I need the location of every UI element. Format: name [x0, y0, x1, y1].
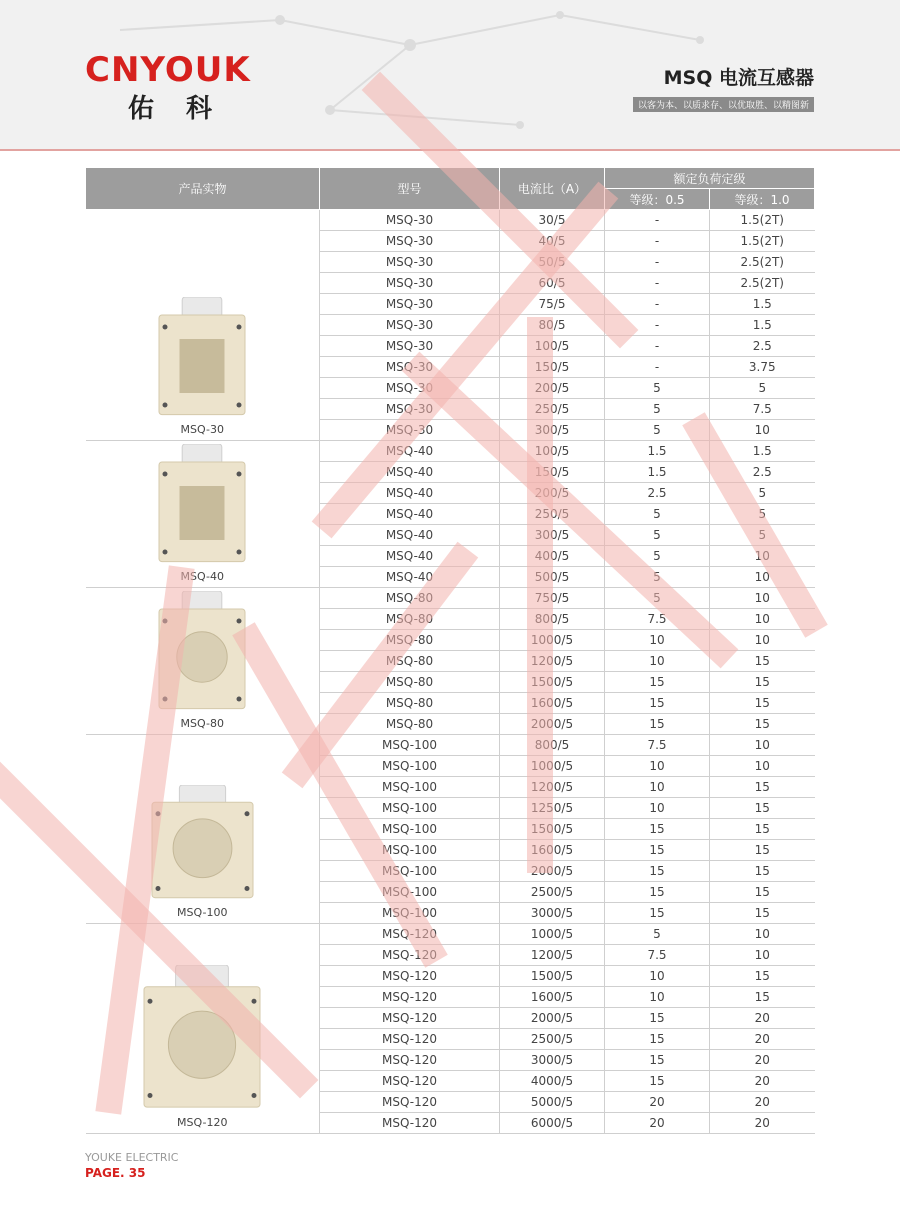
- table-row: [86, 588, 815, 609]
- model-cell: MSQ-40: [320, 546, 500, 567]
- model-cell: MSQ-100: [320, 861, 500, 882]
- product-image-label: MSQ-120: [177, 1116, 228, 1129]
- class-10-cell: 20: [710, 1092, 815, 1113]
- ratio-cell: 1200/5: [500, 945, 605, 966]
- model-cell: MSQ-100: [320, 756, 500, 777]
- model-cell: MSQ-120: [320, 1029, 500, 1050]
- ratio-cell: 250/5: [500, 399, 605, 420]
- class-10-cell: 10: [710, 945, 815, 966]
- class-10-cell: 15: [710, 819, 815, 840]
- class-05-cell: 10: [605, 987, 710, 1008]
- class-05-cell: 10: [605, 630, 710, 651]
- ratio-cell: 1200/5: [500, 777, 605, 798]
- ratio-cell: 1600/5: [500, 840, 605, 861]
- ratio-cell: 1000/5: [500, 924, 605, 945]
- class-05-cell: 10: [605, 651, 710, 672]
- model-cell: MSQ-80: [320, 588, 500, 609]
- model-cell: MSQ-120: [320, 924, 500, 945]
- header-class-05: 等级：0.5: [605, 189, 710, 210]
- table-row: [86, 441, 815, 462]
- class-05-cell: 15: [605, 672, 710, 693]
- ratio-cell: 1000/5: [500, 756, 605, 777]
- ratio-cell: 150/5: [500, 357, 605, 378]
- footer-page-number: PAGE. 35: [85, 1166, 146, 1180]
- current-transformer-image: [157, 297, 247, 417]
- class-10-cell: 1.5(2T): [710, 210, 815, 231]
- current-transformer-image: [142, 965, 262, 1110]
- class-10-cell: 10: [710, 630, 815, 651]
- class-10-cell: 20: [710, 1113, 815, 1134]
- class-05-cell: 5: [605, 525, 710, 546]
- ratio-cell: 400/5: [500, 546, 605, 567]
- model-cell: MSQ-30: [320, 273, 500, 294]
- class-05-cell: 1.5: [605, 441, 710, 462]
- class-05-cell: 15: [605, 840, 710, 861]
- class-10-cell: 10: [710, 735, 815, 756]
- model-cell: MSQ-30: [320, 336, 500, 357]
- model-cell: MSQ-40: [320, 504, 500, 525]
- header-class-10: 等级：1.0: [710, 189, 815, 210]
- class-05-cell: 1.5: [605, 462, 710, 483]
- class-05-cell: -: [605, 294, 710, 315]
- model-cell: MSQ-100: [320, 882, 500, 903]
- page-header: [0, 0, 900, 150]
- class-10-cell: 5: [710, 525, 815, 546]
- ratio-cell: 300/5: [500, 420, 605, 441]
- class-10-cell: 20: [710, 1050, 815, 1071]
- current-transformer-image: [157, 591, 247, 711]
- class-10-cell: 1.5: [710, 294, 815, 315]
- model-cell: MSQ-80: [320, 630, 500, 651]
- class-10-cell: 15: [710, 861, 815, 882]
- class-10-cell: 10: [710, 756, 815, 777]
- ratio-cell: 2000/5: [500, 714, 605, 735]
- model-cell: MSQ-40: [320, 462, 500, 483]
- ratio-cell: 1600/5: [500, 987, 605, 1008]
- class-10-cell: 10: [710, 567, 815, 588]
- class-05-cell: 10: [605, 777, 710, 798]
- model-cell: MSQ-80: [320, 651, 500, 672]
- ratio-cell: 3000/5: [500, 1050, 605, 1071]
- class-05-cell: -: [605, 252, 710, 273]
- model-cell: MSQ-30: [320, 231, 500, 252]
- header-ratio: 电流比（A）: [500, 168, 605, 210]
- class-10-cell: 2.5(2T): [710, 273, 815, 294]
- model-cell: MSQ-80: [320, 609, 500, 630]
- class-05-cell: 15: [605, 861, 710, 882]
- model-cell: MSQ-120: [320, 1050, 500, 1071]
- ratio-cell: 500/5: [500, 567, 605, 588]
- ratio-cell: 4000/5: [500, 1071, 605, 1092]
- product-image-cell: [86, 441, 320, 588]
- ratio-cell: 6000/5: [500, 1113, 605, 1134]
- class-05-cell: 5: [605, 924, 710, 945]
- class-10-cell: 15: [710, 651, 815, 672]
- class-05-cell: 10: [605, 756, 710, 777]
- ratio-cell: 2500/5: [500, 1029, 605, 1050]
- class-10-cell: 5: [710, 504, 815, 525]
- class-10-cell: 1.5: [710, 441, 815, 462]
- class-05-cell: -: [605, 231, 710, 252]
- header-burden: 额定负荷定级: [605, 168, 815, 189]
- model-cell: MSQ-80: [320, 672, 500, 693]
- class-05-cell: 15: [605, 693, 710, 714]
- product-image-label: MSQ-100: [177, 906, 228, 919]
- ratio-cell: 1000/5: [500, 630, 605, 651]
- class-05-cell: -: [605, 336, 710, 357]
- model-cell: MSQ-120: [320, 987, 500, 1008]
- class-10-cell: 15: [710, 714, 815, 735]
- class-10-cell: 15: [710, 693, 815, 714]
- class-10-cell: 15: [710, 882, 815, 903]
- model-cell: MSQ-40: [320, 441, 500, 462]
- class-05-cell: 7.5: [605, 735, 710, 756]
- model-cell: MSQ-120: [320, 945, 500, 966]
- ratio-cell: 1200/5: [500, 651, 605, 672]
- class-10-cell: 10: [710, 420, 815, 441]
- product-image-label: MSQ-30: [180, 423, 224, 436]
- product-image-cell: [86, 735, 320, 924]
- class-10-cell: 15: [710, 903, 815, 924]
- header-model: 型号: [320, 168, 500, 210]
- class-05-cell: 10: [605, 798, 710, 819]
- product-image-label: MSQ-40: [180, 570, 224, 583]
- class-05-cell: 5: [605, 378, 710, 399]
- ratio-cell: 800/5: [500, 735, 605, 756]
- ratio-cell: 40/5: [500, 231, 605, 252]
- current-transformer-image: [150, 785, 255, 900]
- class-05-cell: -: [605, 210, 710, 231]
- ratio-cell: 1500/5: [500, 672, 605, 693]
- ratio-cell: 300/5: [500, 525, 605, 546]
- model-cell: MSQ-100: [320, 840, 500, 861]
- class-05-cell: 5: [605, 399, 710, 420]
- model-cell: MSQ-30: [320, 210, 500, 231]
- header-divider: [0, 149, 900, 151]
- model-cell: MSQ-100: [320, 735, 500, 756]
- class-10-cell: 15: [710, 840, 815, 861]
- table-row: [86, 210, 815, 231]
- ratio-cell: 60/5: [500, 273, 605, 294]
- model-cell: MSQ-120: [320, 1008, 500, 1029]
- class-05-cell: -: [605, 357, 710, 378]
- class-10-cell: 5: [710, 378, 815, 399]
- class-05-cell: 5: [605, 567, 710, 588]
- model-cell: MSQ-100: [320, 819, 500, 840]
- class-10-cell: 5: [710, 483, 815, 504]
- class-10-cell: 15: [710, 777, 815, 798]
- class-05-cell: 5: [605, 546, 710, 567]
- model-cell: MSQ-40: [320, 483, 500, 504]
- class-10-cell: 2.5: [710, 336, 815, 357]
- ratio-cell: 100/5: [500, 441, 605, 462]
- model-cell: MSQ-30: [320, 294, 500, 315]
- ratio-cell: 80/5: [500, 315, 605, 336]
- class-10-cell: 1.5: [710, 315, 815, 336]
- ratio-cell: 2000/5: [500, 1008, 605, 1029]
- logo-chinese: 佑科: [128, 94, 245, 124]
- page-title: MSQ 电流互感器: [663, 67, 814, 89]
- class-05-cell: 15: [605, 1071, 710, 1092]
- table-row: [86, 735, 815, 756]
- class-05-cell: 7.5: [605, 609, 710, 630]
- class-05-cell: 15: [605, 1050, 710, 1071]
- model-cell: MSQ-30: [320, 378, 500, 399]
- ratio-cell: 100/5: [500, 336, 605, 357]
- ratio-cell: 200/5: [500, 378, 605, 399]
- ratio-cell: 800/5: [500, 609, 605, 630]
- model-cell: MSQ-40: [320, 525, 500, 546]
- ratio-cell: 1500/5: [500, 819, 605, 840]
- model-cell: MSQ-30: [320, 399, 500, 420]
- product-image-label: MSQ-80: [180, 717, 224, 730]
- ratio-cell: 1500/5: [500, 966, 605, 987]
- ratio-cell: 2500/5: [500, 882, 605, 903]
- class-05-cell: 15: [605, 903, 710, 924]
- class-10-cell: 15: [710, 672, 815, 693]
- model-cell: MSQ-30: [320, 420, 500, 441]
- class-10-cell: 20: [710, 1008, 815, 1029]
- class-05-cell: 10: [605, 966, 710, 987]
- ratio-cell: 200/5: [500, 483, 605, 504]
- class-10-cell: 1.5(2T): [710, 231, 815, 252]
- class-05-cell: 15: [605, 882, 710, 903]
- ratio-cell: 50/5: [500, 252, 605, 273]
- model-cell: MSQ-30: [320, 252, 500, 273]
- model-cell: MSQ-30: [320, 315, 500, 336]
- model-cell: MSQ-120: [320, 1071, 500, 1092]
- class-10-cell: 20: [710, 1071, 815, 1092]
- ratio-cell: 30/5: [500, 210, 605, 231]
- class-10-cell: 10: [710, 588, 815, 609]
- slogan: 以客为本、以质求存、以优取胜、以精图新: [633, 97, 814, 112]
- model-cell: MSQ-120: [320, 1113, 500, 1134]
- class-05-cell: 20: [605, 1113, 710, 1134]
- class-05-cell: 20: [605, 1092, 710, 1113]
- class-05-cell: 15: [605, 1008, 710, 1029]
- class-05-cell: -: [605, 273, 710, 294]
- ratio-cell: 1250/5: [500, 798, 605, 819]
- ratio-cell: 5000/5: [500, 1092, 605, 1113]
- model-cell: MSQ-100: [320, 777, 500, 798]
- model-cell: MSQ-40: [320, 567, 500, 588]
- class-05-cell: -: [605, 315, 710, 336]
- class-10-cell: 15: [710, 987, 815, 1008]
- class-05-cell: 5: [605, 588, 710, 609]
- class-10-cell: 10: [710, 924, 815, 945]
- class-10-cell: 15: [710, 966, 815, 987]
- class-10-cell: 2.5: [710, 462, 815, 483]
- class-05-cell: 7.5: [605, 945, 710, 966]
- logo-english: CNYOUK: [85, 50, 251, 90]
- class-10-cell: 2.5(2T): [710, 252, 815, 273]
- product-image-cell: [86, 210, 320, 441]
- model-cell: MSQ-30: [320, 357, 500, 378]
- current-transformer-image: [157, 444, 247, 564]
- product-image-cell: [86, 924, 320, 1134]
- class-10-cell: 3.75: [710, 357, 815, 378]
- ratio-cell: 250/5: [500, 504, 605, 525]
- ratio-cell: 150/5: [500, 462, 605, 483]
- model-cell: MSQ-120: [320, 1092, 500, 1113]
- class-05-cell: 5: [605, 420, 710, 441]
- model-cell: MSQ-100: [320, 798, 500, 819]
- spec-table: [85, 167, 815, 1134]
- class-05-cell: 2.5: [605, 483, 710, 504]
- class-10-cell: 20: [710, 1029, 815, 1050]
- header-product: 产品实物: [86, 168, 320, 210]
- class-10-cell: 7.5: [710, 399, 815, 420]
- class-05-cell: 15: [605, 714, 710, 735]
- model-cell: MSQ-80: [320, 714, 500, 735]
- class-10-cell: 10: [710, 546, 815, 567]
- ratio-cell: 2000/5: [500, 861, 605, 882]
- footer-company: YOUKE ELECTRIC: [85, 1151, 179, 1164]
- ratio-cell: 750/5: [500, 588, 605, 609]
- class-10-cell: 10: [710, 609, 815, 630]
- ratio-cell: 75/5: [500, 294, 605, 315]
- class-05-cell: 15: [605, 1029, 710, 1050]
- class-10-cell: 15: [710, 798, 815, 819]
- model-cell: MSQ-80: [320, 693, 500, 714]
- model-cell: MSQ-100: [320, 903, 500, 924]
- product-image-cell: [86, 588, 320, 735]
- ratio-cell: 3000/5: [500, 903, 605, 924]
- class-05-cell: 5: [605, 504, 710, 525]
- ratio-cell: 1600/5: [500, 693, 605, 714]
- class-05-cell: 15: [605, 819, 710, 840]
- table-row: [86, 924, 815, 945]
- model-cell: MSQ-120: [320, 966, 500, 987]
